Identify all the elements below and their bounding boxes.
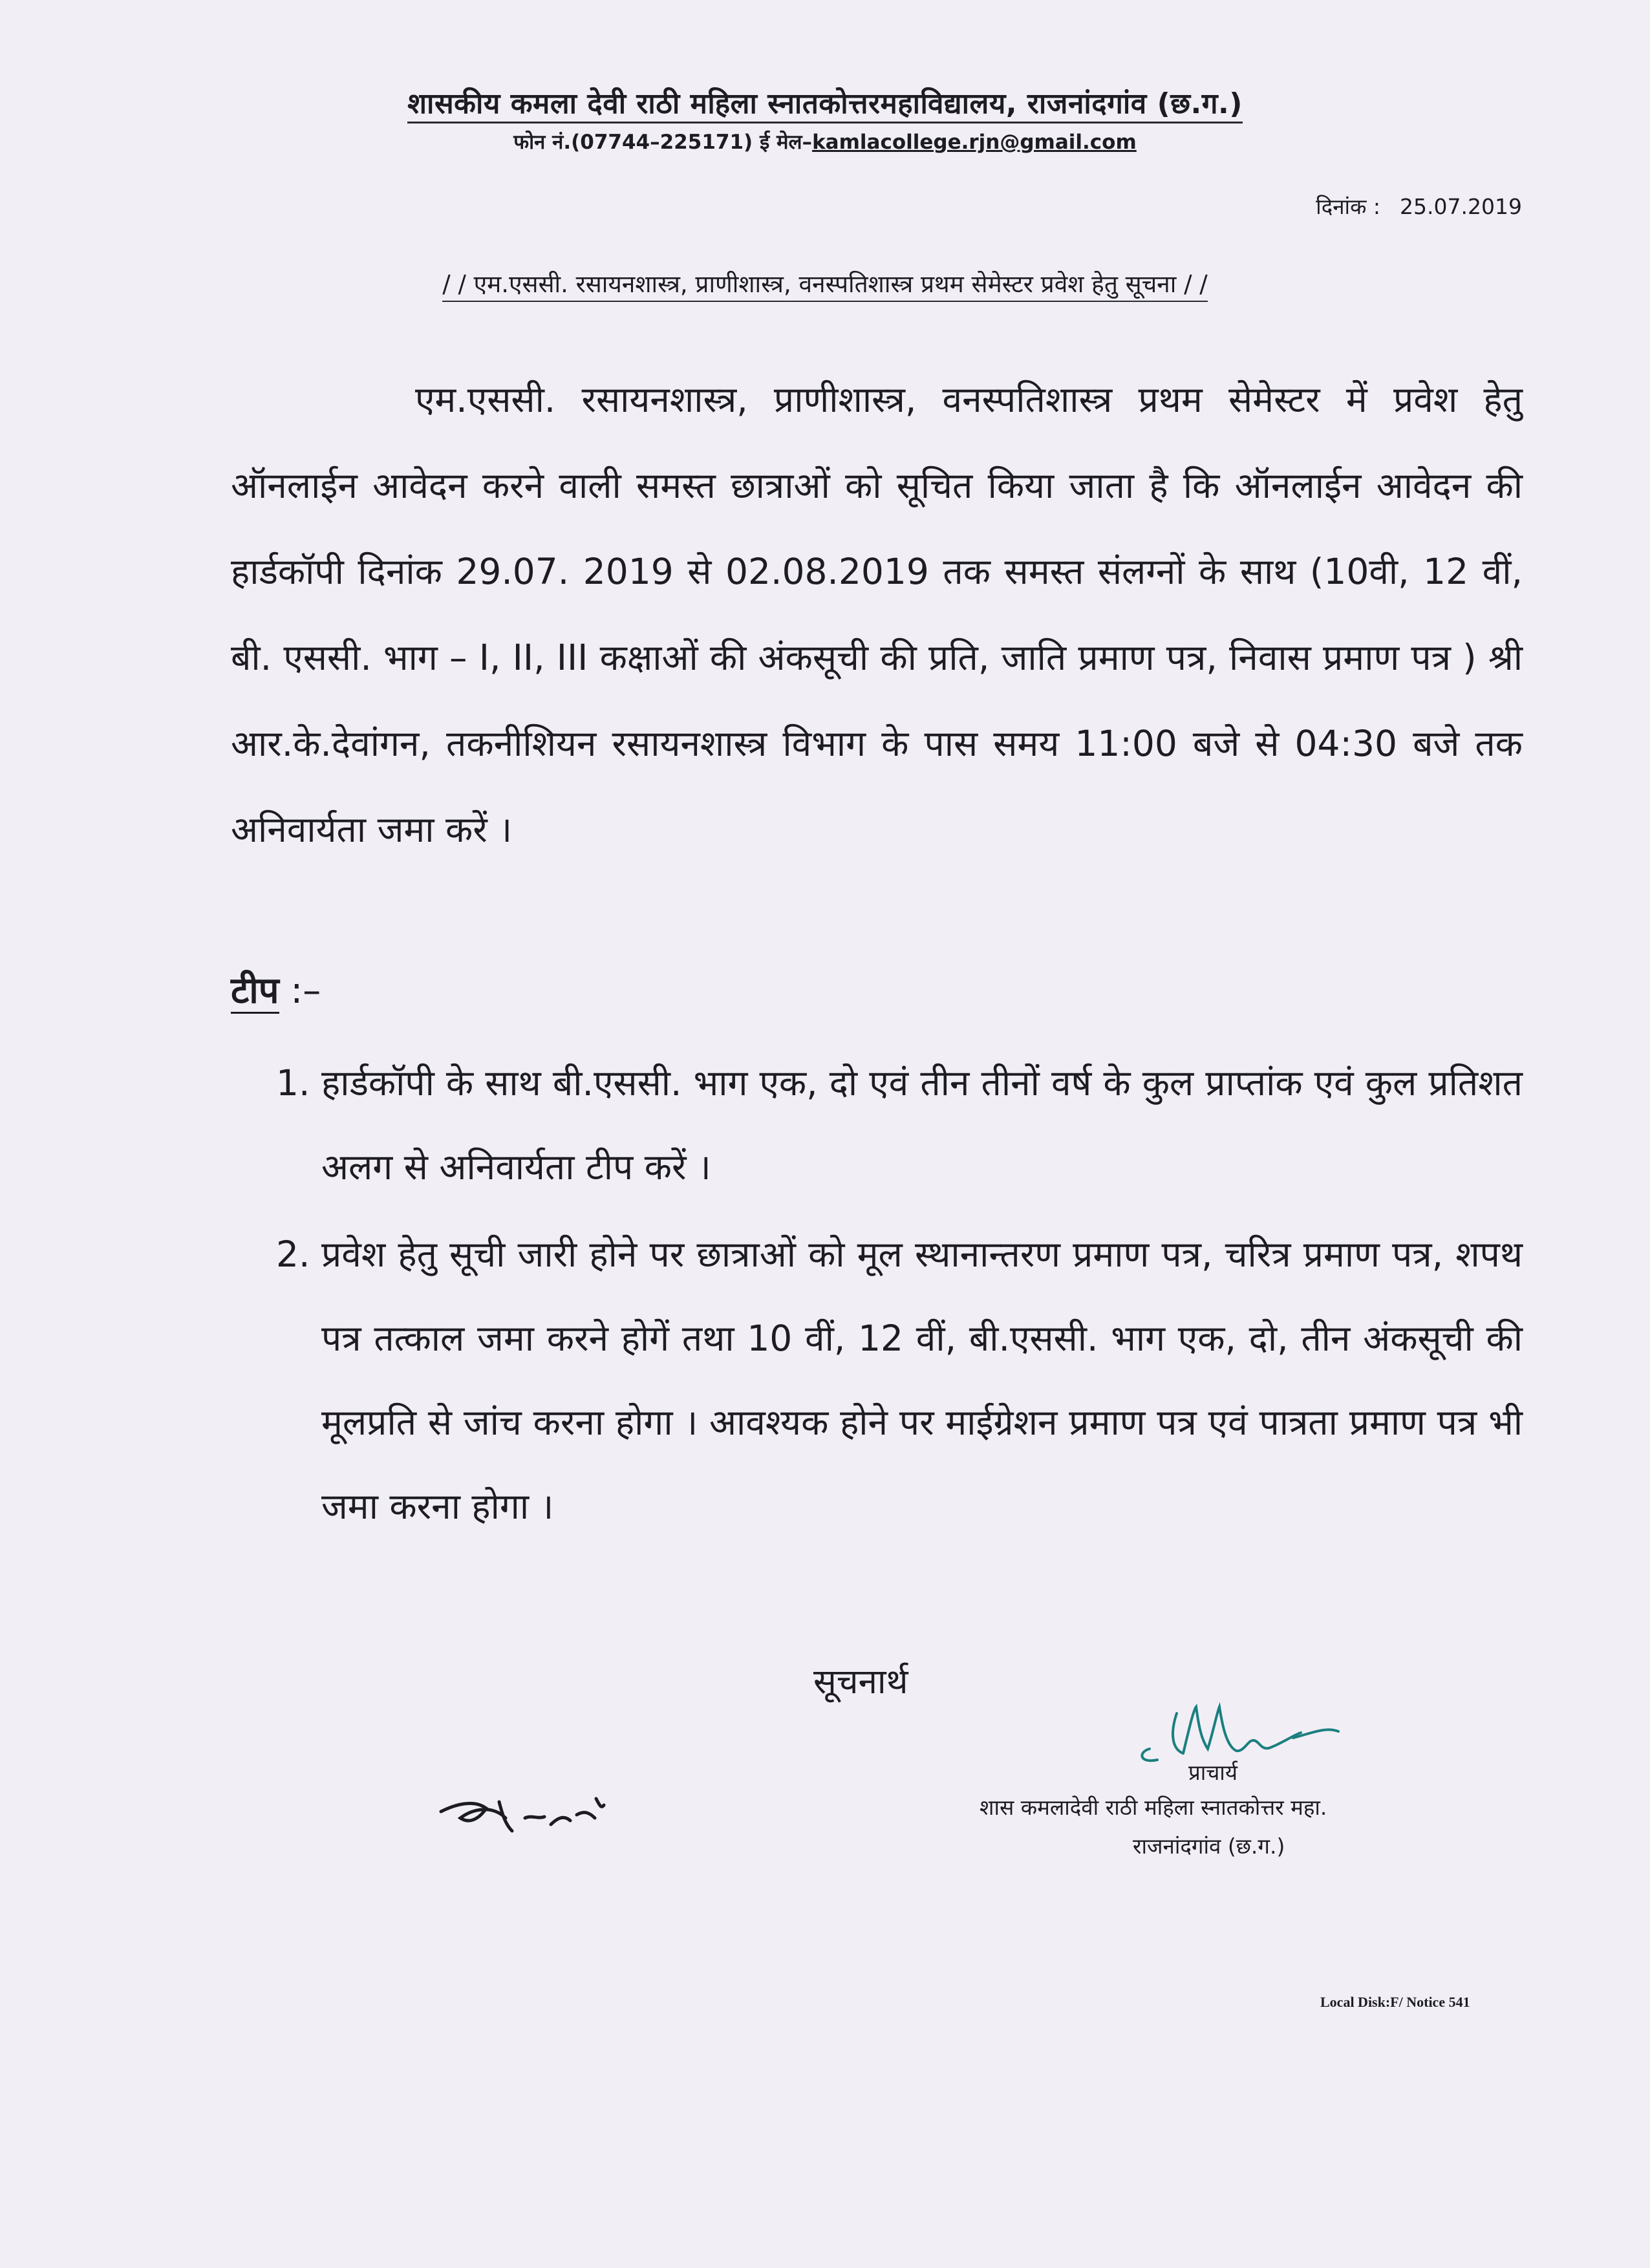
principal-designation: प्राचार्य [1188, 1760, 1238, 1785]
notice-body: एम.एससी. रसायनशास्त्र, प्राणीशास्त्र, वनस्पतिशास्त्र प्रथम सेमेस्टर में प्रवेश हेतु ऑनलाईन आवेदन करने वाली समस्त छात्राओं को सूचित किया जाता है कि ऑनलाईन आवेदन की हार्डकॉपी दिनांक 29.07. 2019 से 02.08.2019 तक समस्त संलग्नों के साथ (10वी, 12 वीं, बी. एससी. भाग – I, II, III कक्षाओं की अंकसूची की प्रति, जाति प्रमाण पत्र, निवास प्रमाण पत्र ) श्री आर.के.देवांगन, तकनीशियन रसायनशास्त्र विभाग के पास समय 11:00 बजे से 04:30 बजे तक अनिवार्यता जमा करें । [231, 379, 1523, 850]
tip-suffix: :– [279, 970, 321, 1012]
principal-signature [1131, 1687, 1409, 1778]
note-number: 2. [276, 1234, 310, 1275]
subject-text: / / एम.एससी. रसायनशास्त्र, प्राणीशास्त्र, वनस्पतिशास्त्र प्रथम सेमेस्टर प्रवेश हेतु सूचना / / [442, 270, 1208, 302]
college-name: शासकीय कमला देवी राठी महिला स्नातकोत्तरमहाविद्यालय, राजनांदगांव (छ.ग.) [407, 87, 1243, 123]
college-address-line1: शास कमलादेवी राठी महिला स्नातकोत्तर महा. [980, 1795, 1327, 1820]
note-number: 1. [276, 1062, 310, 1104]
college-name-heading [0, 83, 1650, 122]
note-item [276, 1212, 1523, 1548]
file-reference: Local Disk:F/ Notice 541 [1320, 1994, 1470, 2010]
date-line [1316, 191, 1522, 220]
note-text: प्रवेश हेतु सूची जारी होने पर छात्राओं को मूल स्थानान्तरण प्रमाण पत्र, चरित्र प्रमाण पत्र, शपथ पत्र तत्काल जमा करने होगें तथा 10 वीं, 12 वीं, बी.एससी. भाग एक, दो, तीन अंकसूची की मूलप्रति से जांच करना होगा । आवश्यक होने पर माईग्रेशन प्रमाण पत्र एवं पात्रता प्रमाण पत्र भी जमा करना होगा । [321, 1234, 1523, 1527]
closing-text: सूचनार्थ [813, 1662, 908, 1702]
tip-label: टीप [231, 970, 279, 1014]
college-address-line2: राजनांदगांव (छ.ग.) [1133, 1834, 1285, 1859]
phone-number: फोन नं.(07744–225171) ई मेल– [513, 131, 813, 154]
email-address: kamlacollege.rjn@gmail.com [812, 131, 1137, 154]
notice-subject [0, 266, 1650, 299]
date-label: दिनांक : [1316, 194, 1381, 219]
date-value: 25.07.2019 [1400, 194, 1522, 219]
note-text: हार्डकॉपी के साथ बी.एससी. भाग एक, दो एवं तीन तीनों वर्ष के कुल प्राप्तांक एवं कुल प्रतिशत अलग से अनिवार्यता टीप करें । [321, 1062, 1523, 1188]
tip-heading [231, 965, 321, 1014]
clerk-initials-signature [434, 1779, 616, 1844]
note-item [276, 1041, 1523, 1209]
contact-line [0, 128, 1650, 155]
